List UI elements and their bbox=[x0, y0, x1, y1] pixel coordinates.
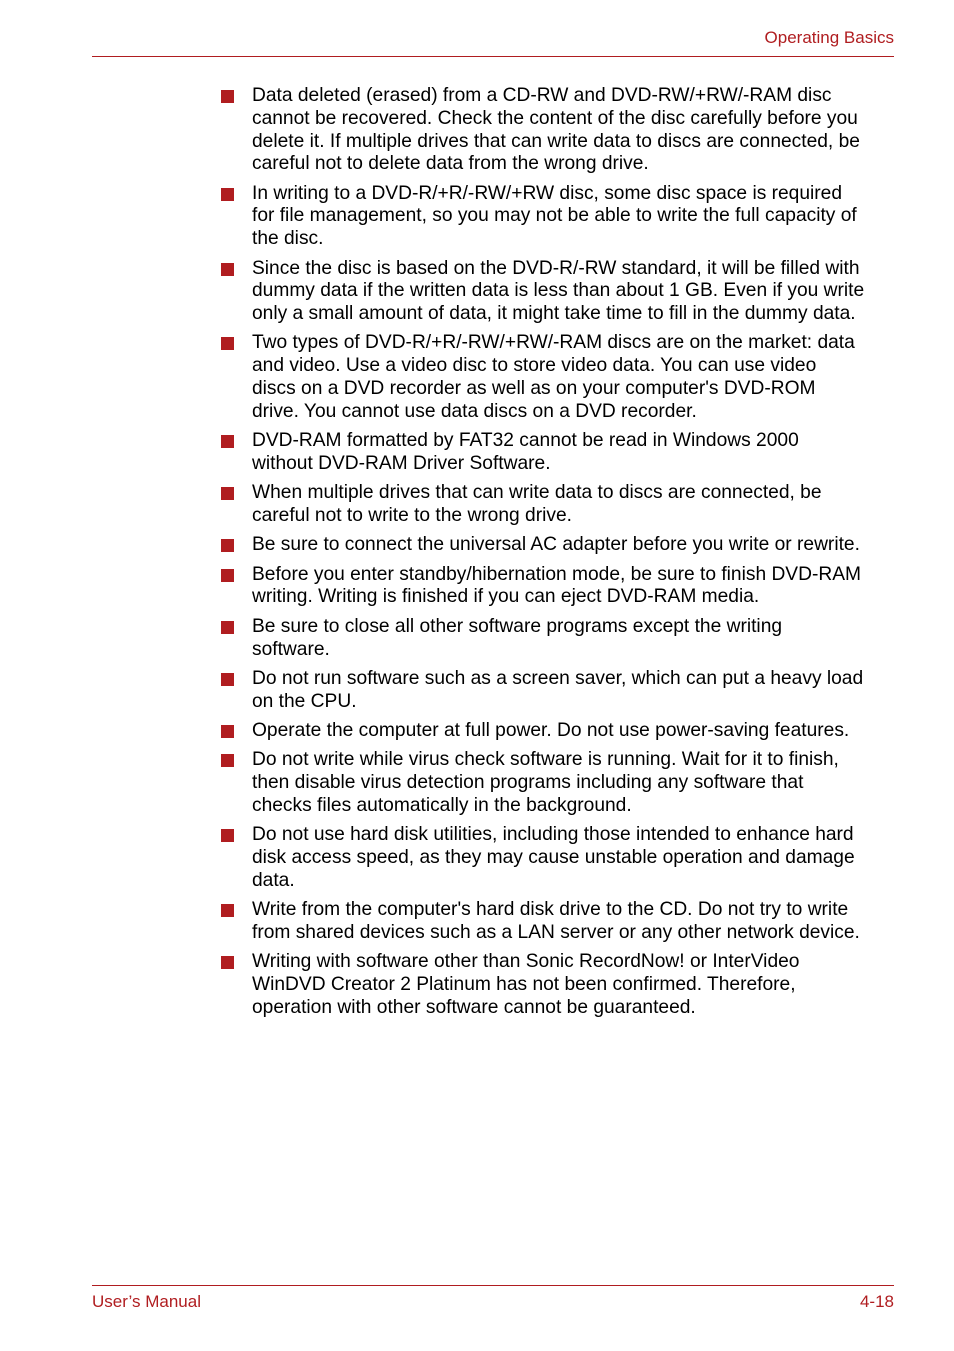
square-bullet-icon bbox=[221, 337, 234, 350]
square-bullet-icon bbox=[221, 956, 234, 969]
bullet-text: Do not run software such as a screen saver, which can put a heavy load on the CPU. bbox=[252, 667, 864, 712]
bullet-text: Do not use hard disk utilities, including those intended to enhance hard disk access speed, as they may cause unstable operation and damage data. bbox=[252, 824, 855, 891]
bullet-text: Be sure to close all other software programs except the writing software. bbox=[252, 615, 783, 660]
list-item bbox=[221, 430, 901, 476]
square-bullet-icon bbox=[221, 904, 234, 917]
square-bullet-icon bbox=[221, 725, 234, 738]
bullet-text: Data deleted (erased) from a CD-RW and DVD-RW/+RW/-RAM disc cannot be recovered. Check the content of the disc carefully before you delete it. If multiple drives that can write data to discs are connected, be careful not to delete data from the wrong drive. bbox=[252, 85, 860, 175]
square-bullet-icon bbox=[221, 673, 234, 686]
bullet-text: Since the disc is based on the DVD-R/-RW standard, it will be filled with dummy data if the written data is less than about 1 GB. Even if you write only a small amount of data, it might take time to fill in the dummy data. bbox=[252, 257, 865, 325]
list-item bbox=[221, 534, 901, 557]
list-item bbox=[221, 85, 901, 176]
list-item bbox=[221, 616, 901, 662]
square-bullet-icon bbox=[221, 569, 234, 582]
bullet-text: Before you enter standby/hibernation mode, be sure to finish DVD-RAM writing. Writing is finished if you can eject DVD-RAM media. bbox=[252, 563, 861, 608]
square-bullet-icon bbox=[221, 829, 234, 842]
list-item bbox=[221, 749, 901, 817]
list-item bbox=[221, 258, 901, 326]
manual-title: User’s Manual bbox=[92, 1292, 201, 1311]
bullet-text: Do not write while virus check software is running. Wait for it to finish, then disable virus detection programs including any software that checks files automatically in the background. bbox=[252, 749, 839, 816]
square-bullet-icon bbox=[221, 539, 234, 552]
bullet-text: In writing to a DVD-R/+R/-RW/+RW disc, some disc space is required for file management, so you may not be able to write the full capacity of the disc. bbox=[252, 182, 857, 250]
footer-divider bbox=[92, 1285, 894, 1286]
bullet-text: Write from the computer's hard disk drive to the CD. Do not try to write from shared devices such as a LAN server or any other network device. bbox=[252, 899, 860, 943]
square-bullet-icon bbox=[221, 435, 234, 448]
list-item bbox=[221, 482, 901, 528]
bullet-text: Writing with software other than Sonic RecordNow! or InterVideo WinDVD Creator 2 Platinum has not been confirmed. Therefore, operation with other software cannot be guaranteed. bbox=[252, 951, 800, 1018]
square-bullet-icon bbox=[221, 487, 234, 500]
bullet-list bbox=[221, 85, 901, 1026]
list-item bbox=[221, 824, 901, 892]
section-title: Operating Basics bbox=[764, 28, 894, 47]
bullet-text: DVD-RAM formatted by FAT32 cannot be read in Windows 2000 without DVD-RAM Driver Software. bbox=[252, 430, 799, 474]
list-item bbox=[221, 668, 901, 714]
bullet-text: Be sure to connect the universal AC adapter before you write or rewrite. bbox=[252, 534, 860, 556]
list-item bbox=[221, 899, 901, 945]
bullet-text: Two types of DVD-R/+R/-RW/+RW/-RAM discs are on the market: data and video. Use a video disc to store video data. You can use video discs on a DVD recorder as well as on your computer's DVD-ROM drive. You cannot use data discs on a DVD recorder. bbox=[252, 332, 855, 422]
bullet-text: When multiple drives that can write data to discs are connected, be careful not to write to the wrong drive. bbox=[252, 482, 822, 527]
square-bullet-icon bbox=[221, 90, 234, 103]
bullet-text: Operate the computer at full power. Do not use power-saving features. bbox=[252, 719, 850, 741]
square-bullet-icon bbox=[221, 621, 234, 634]
square-bullet-icon bbox=[221, 754, 234, 767]
list-item bbox=[221, 183, 901, 251]
square-bullet-icon bbox=[221, 263, 234, 276]
list-item bbox=[221, 564, 901, 610]
square-bullet-icon bbox=[221, 188, 234, 201]
header-divider bbox=[92, 56, 894, 57]
page-number: 4-18 bbox=[859, 1292, 894, 1311]
list-item bbox=[221, 951, 901, 1019]
list-item bbox=[221, 332, 901, 423]
list-item bbox=[221, 720, 901, 743]
